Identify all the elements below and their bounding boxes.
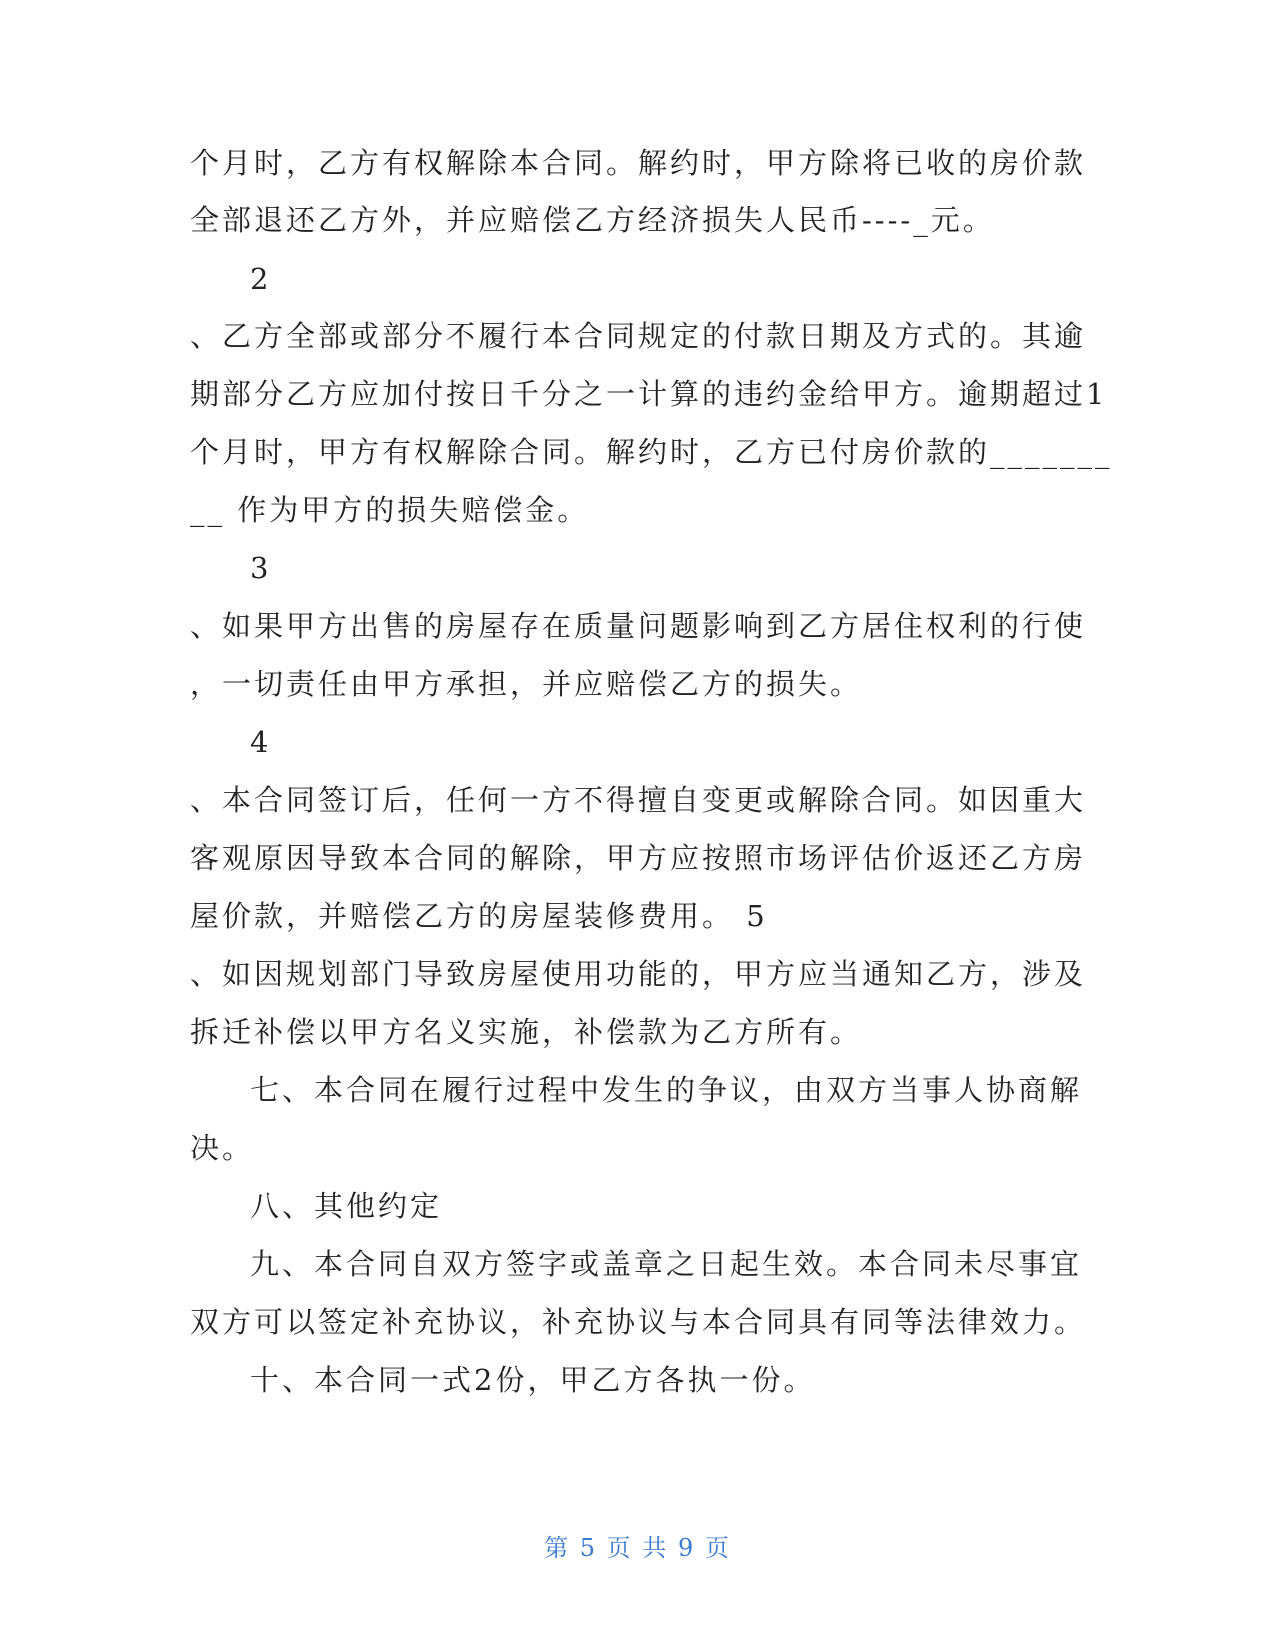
- text-line-1: 个月时，乙方有权解除本合同。解约时，甲方除将已收的房价款: [190, 146, 1087, 180]
- text-line-12: 、本合同签订后，任何一方不得擅自变更或解除合同。如因重大: [190, 783, 1087, 817]
- text-line-6: 个月时，甲方有权解除合同。解约时，乙方已付房价款的_______: [190, 435, 1113, 469]
- text-line-9: 、如果甲方出售的房屋存在质量问题影响到乙方居住权利的行使: [190, 609, 1087, 643]
- text-line-10: ，一切责任由甲方承担，并应赔偿乙方的损失。: [190, 667, 863, 701]
- text-line-18: 决。: [190, 1131, 255, 1165]
- text-line-13: 客观原因导致本合同的解除，甲方应按照市场评估价返还乙方房: [190, 841, 1087, 875]
- text-line-7: __ 作为甲方的损失赔偿金。: [190, 493, 590, 527]
- section-seven: 七、本合同在履行过程中发生的争议，由双方当事人协商解: [250, 1073, 1083, 1107]
- text-line-2: 全部退还乙方外，并应赔偿乙方经济损失人民币----_元。: [190, 203, 995, 237]
- text-line-15: 、如因规划部门导致房屋使用功能的，甲方应当通知乙方，涉及: [190, 957, 1087, 991]
- clause-number-2: 2: [250, 262, 272, 296]
- text-line-16: 拆迁补偿以甲方名义实施，补偿款为乙方所有。: [190, 1015, 863, 1049]
- text-line-21: 双方可以签定补充协议，补充协议与本合同具有同等法律效力。: [190, 1305, 1087, 1339]
- page-number-footer: 第 5 页 共 9 页: [544, 1534, 731, 1562]
- section-nine: 九、本合同自双方签字或盖章之日起生效。本合同未尽事宜: [250, 1247, 1083, 1281]
- text-line-14: 屋价款，并赔偿乙方的房屋装修费用。 5: [190, 899, 768, 933]
- text-line-5: 期部分乙方应加付按日千分之一计算的违约金给甲方。逾期超过1: [190, 377, 1108, 411]
- text-line-4: 、乙方全部或部分不履行本合同规定的付款日期及方式的。其逾: [190, 319, 1087, 353]
- section-eight: 八、其他约定: [250, 1189, 443, 1223]
- section-ten: 十、本合同一式2份，甲乙方各执一份。: [250, 1363, 816, 1397]
- clause-number-4: 4: [250, 725, 272, 759]
- clause-number-3: 3: [250, 551, 272, 585]
